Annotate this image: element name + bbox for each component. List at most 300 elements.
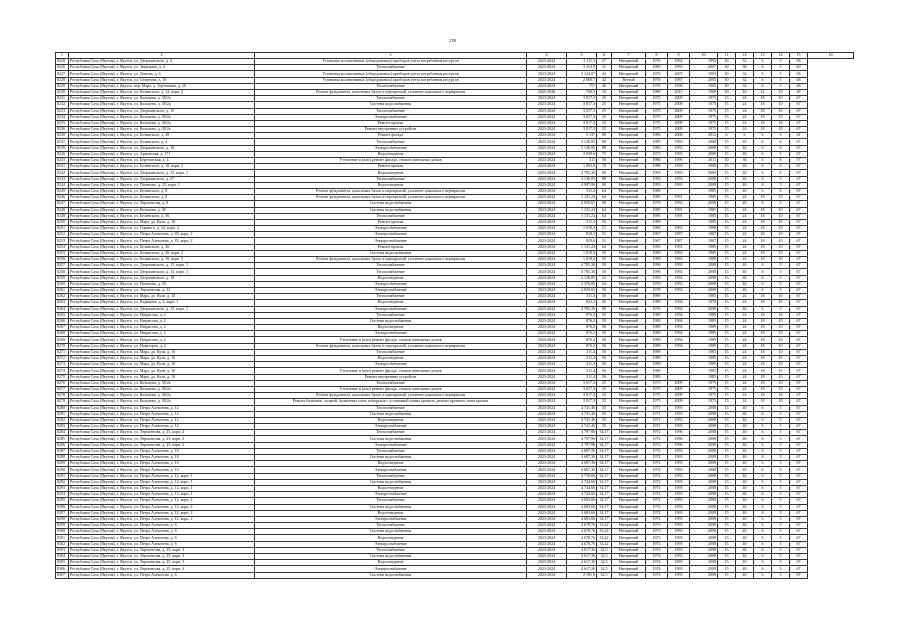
area-cell: 2 050,65 xyxy=(567,287,597,293)
address-cell: Республика Саха (Якутия), г. Якутск, ул. Кольцева, д. 38/2а xyxy=(69,114,255,120)
column-number-header-cell: 6 xyxy=(597,53,612,59)
material-cell: Негорючий xyxy=(612,89,646,95)
year-last-cell: 2008 xyxy=(690,176,718,182)
life-a-cell: 15 xyxy=(718,510,736,516)
life-a-cell: 15 xyxy=(718,461,736,467)
year-built-cell: 1972 xyxy=(646,430,668,436)
address-cell: Республика Саха (Якутия), г. Якутск, ул. Мара, дл. Кузи, д. 10 xyxy=(69,362,255,368)
year-repair-cell: 1993 xyxy=(668,461,690,467)
address-cell: Республика Саха (Якутия), г. Якутск, ул. Дзержинского, д. 27 xyxy=(69,176,255,182)
period-cell: 2023-2024 xyxy=(527,151,567,157)
work-type-cell: Система водоснабжения xyxy=(255,318,527,324)
period-cell: 2023-2024 xyxy=(527,442,567,448)
period-cell: 2023-2024 xyxy=(527,232,567,238)
row-id-cell: 8254 xyxy=(56,244,69,250)
area-cell: 4 683,66 xyxy=(567,516,597,522)
year-built-cell: 1980 xyxy=(646,89,668,95)
life-d-cell: 5 xyxy=(772,65,790,71)
life-b-cell: 40 xyxy=(736,263,754,269)
life-a-cell: 15 xyxy=(718,393,736,399)
life-d-cell: 6 xyxy=(772,133,790,139)
year-built-cell: 1969 xyxy=(646,226,668,232)
row-id-cell: 8262 xyxy=(56,294,69,300)
life-d-cell: 5 xyxy=(772,541,790,547)
wear-cell: 88 xyxy=(597,176,612,182)
life-c-cell: 6 xyxy=(754,572,772,578)
year-last-cell: 1975 xyxy=(690,120,718,126)
year-repair-cell: 2008 xyxy=(668,133,690,139)
life-e-cell: 67 xyxy=(790,164,808,170)
life-d-cell: 5 xyxy=(772,424,790,430)
life-a-cell: 15 xyxy=(718,195,736,201)
year-repair-cell: 1993 xyxy=(668,485,690,491)
life-a-cell: 15 xyxy=(718,436,736,442)
life-c-cell: 18 xyxy=(754,226,772,232)
life-a-cell: 15 xyxy=(718,164,736,170)
life-c-cell: 6 xyxy=(754,554,772,560)
life-a-cell: 15 xyxy=(718,368,736,374)
period-cell: 2023-2024 xyxy=(527,572,567,578)
year-last-cell: 2008 xyxy=(690,411,718,417)
life-a-cell: 15 xyxy=(718,485,736,491)
area-cell: 4 617,36 xyxy=(567,560,597,566)
year-built-cell: 1974 xyxy=(646,566,668,572)
life-c-cell: 18 xyxy=(754,337,772,343)
material-cell: Негорючий xyxy=(612,207,646,213)
address-cell: Республика Саха (Якутия), г. Якутск, ул. Некрасова, д. 2 xyxy=(69,325,255,331)
address-cell: Республика Саха (Якутия), г. Якутск, ул. Петра Алексеева, д. 83, корп. 2 xyxy=(69,232,255,238)
period-cell: 2023-2024 xyxy=(527,275,567,281)
material-cell: Негорючий xyxy=(612,547,646,553)
period-cell: 2023-2024 xyxy=(527,535,567,541)
work-type-cell: Система водоснабжения xyxy=(255,455,527,461)
life-d-cell: 5 xyxy=(772,479,790,485)
area-cell: 819,3 xyxy=(567,232,597,238)
life-b-cell: 32 xyxy=(736,77,754,83)
address-cell: Республика Саха (Якутия), г. Якутск, ул. Белинского, д. 36, корп. 2 xyxy=(69,250,255,256)
address-cell: Республика Саха (Якутия), г. Якутск, ул. Дзержинского, д. 15 xyxy=(69,108,255,114)
year-repair-cell: 1996 xyxy=(668,158,690,164)
year-built-cell: 1972 xyxy=(646,498,668,504)
year-last-cell: 1975 xyxy=(690,386,718,392)
work-type-cell: Электроснабжение xyxy=(255,442,527,448)
row-id-cell: 8293 xyxy=(56,485,69,491)
period-cell: 2023-2024 xyxy=(527,337,567,343)
year-last-cell: 2008 xyxy=(690,151,718,157)
column-number-header-cell: 14 xyxy=(772,53,790,59)
life-e-cell: 67 xyxy=(790,504,808,510)
life-c-cell: 18 xyxy=(754,343,772,349)
material-cell: Негорючий xyxy=(612,176,646,182)
area-cell: 2 111,3 xyxy=(567,59,597,65)
year-repair-cell: 1992 xyxy=(668,287,690,293)
life-a-cell: 15 xyxy=(718,516,736,522)
year-built-cell: 1989 xyxy=(646,349,668,355)
life-a-cell: 15 xyxy=(718,356,736,362)
wear-cell: 56 xyxy=(597,294,612,300)
area-cell: 4 678,76 xyxy=(567,523,597,529)
address-cell: Республика Саха (Якутия), г. Якутск, ул. Лермонтова, д. 22 xyxy=(69,287,255,293)
material-cell: Негорючий xyxy=(612,108,646,114)
address-cell: Республика Саха (Якутия), г. Якутск, ул. Лермонтова, д. 8 xyxy=(69,201,255,207)
row-id-cell: 8228 xyxy=(56,77,69,83)
period-cell: 2023-2024 xyxy=(527,393,567,399)
period-cell: 2023-2024 xyxy=(527,287,567,293)
work-type-cell: Утепление и (или) ремонт фасада, стыков панельных домов xyxy=(255,158,527,164)
work-type-cell: Водоотведение xyxy=(255,170,527,176)
area-cell: 4 744,66 xyxy=(567,492,597,498)
period-cell: 2023-2024 xyxy=(527,65,567,71)
material-cell: Негорючий xyxy=(612,151,646,157)
work-type-cell: Теплоснабжение xyxy=(255,405,527,411)
work-type-cell: Теплоснабжение xyxy=(255,176,527,182)
address-cell: Республика Саха (Якутия), г. Якутск, ул. Дзержинского, д. 18 xyxy=(69,275,255,281)
life-b-cell: 24 xyxy=(736,114,754,120)
wear-cell: 25 xyxy=(597,108,612,114)
row-id-cell: 8301 xyxy=(56,535,69,541)
year-built-cell: 1971 xyxy=(646,405,668,411)
life-b-cell: 24 xyxy=(736,244,754,250)
material-cell: Негорючий xyxy=(612,226,646,232)
life-e-cell: 67 xyxy=(790,467,808,473)
life-d-cell: 6 xyxy=(772,139,790,145)
material-cell: Негорючий xyxy=(612,263,646,269)
life-b-cell: 40 xyxy=(736,510,754,516)
life-b-cell: 40 xyxy=(736,201,754,207)
address-cell: Республика Саха (Якутия), г. Якутск, пер. Мара, д. Терешкина, д. 20 xyxy=(69,83,255,89)
life-e-cell: 67 xyxy=(790,343,808,349)
life-e-cell: 67 xyxy=(790,213,808,219)
period-cell: 2023-2024 xyxy=(527,176,567,182)
address-cell: Республика Саха (Якутия), г. Якутск, ул. Радищева, д. 4, корп. 1 xyxy=(69,300,255,306)
column-number-header-cell: 8 xyxy=(646,53,668,59)
column-number-header-cell: 7 xyxy=(612,53,646,59)
life-d-cell: 5 xyxy=(772,510,790,516)
life-c-cell: 18 xyxy=(754,257,772,263)
life-a-cell: 15 xyxy=(718,386,736,392)
year-repair-cell: 1994 xyxy=(668,337,690,343)
period-cell: 2023-2024 xyxy=(527,250,567,256)
row-id-cell: 8247 xyxy=(56,201,69,207)
address-cell: Республика Саха (Якутия), г. Якутск, ул. Лермонтова, д. 25, корп. 3 xyxy=(69,560,255,566)
year-built-cell: 1985 xyxy=(646,65,668,71)
year-repair-cell: 1992 xyxy=(668,269,690,275)
life-e-cell: 60 xyxy=(790,65,808,71)
address-cell: Республика Саха (Якутия), г. Якутск, ул. Потапова, д. 25 xyxy=(69,281,255,287)
period-cell: 2023-2024 xyxy=(527,77,567,83)
wear-cell: 25 xyxy=(597,127,612,133)
life-a-cell: 15 xyxy=(718,343,736,349)
life-e-cell: 67 xyxy=(790,250,808,256)
life-b-cell: 24 xyxy=(736,349,754,355)
area-cell: 3 414,9 xyxy=(567,65,597,71)
work-type-cell: Ремонт фундамента, цокольных балок и перекрытий, усиление цокольного перекрытия xyxy=(255,393,527,399)
period-cell: 2023-2024 xyxy=(527,485,567,491)
life-d-cell: 10 xyxy=(772,318,790,324)
year-last-cell: 2008 xyxy=(690,485,718,491)
area-cell: 1 131,24 xyxy=(567,244,597,250)
life-b-cell: 40 xyxy=(736,145,754,151)
row-id-cell: 8267 xyxy=(56,325,69,331)
work-type-cell: Водоотведение xyxy=(255,560,527,566)
life-b-cell: 40 xyxy=(736,504,754,510)
year-last-cell: 2008 xyxy=(690,405,718,411)
address-cell: Республика Саха (Якутия), г. Якутск, ул. Петра Алексеева, д. 12, корп. 1 xyxy=(69,485,255,491)
year-last-cell: 1985 xyxy=(690,374,718,380)
year-built-cell: 1989 xyxy=(646,337,668,343)
area-cell: 1 018,4 xyxy=(567,257,597,263)
work-type-cell: Ремонт кровли xyxy=(255,244,527,250)
page-number: 2ТВ xyxy=(448,38,457,43)
address-cell: Республика Саха (Якутия), г. Якутск, ул. Новаторов, д. 2 xyxy=(69,343,255,349)
life-d-cell: 6 xyxy=(772,164,790,170)
wear-cell: 32,5 xyxy=(597,566,612,572)
work-type-cell: Электроснабжение xyxy=(255,362,527,368)
row-id-cell: 8240 xyxy=(56,151,69,157)
work-type-cell: Электроснабжение xyxy=(255,145,527,151)
life-d-cell: 5 xyxy=(772,461,790,467)
row-id-cell: 8244 xyxy=(56,182,69,188)
life-d-cell: 5 xyxy=(772,281,790,287)
year-repair-cell: 1991 xyxy=(668,207,690,213)
life-b-cell: 24 xyxy=(736,127,754,133)
area-cell: 4 741,46 xyxy=(567,417,597,423)
material-cell: Негорючий xyxy=(612,485,646,491)
work-type-cell: Водоотведение xyxy=(255,417,527,423)
address-cell: Республика Саха (Якутия), г. Якутск, ул. Лермонтова, д. 23, корп. 2 xyxy=(69,430,255,436)
wear-cell: 34,17 xyxy=(597,448,612,454)
period-cell: 2023-2024 xyxy=(527,226,567,232)
address-cell: Республика Саха (Якутия), г. Якутск, ул. Дзержинского, д. 15, корп. 1 xyxy=(69,170,255,176)
year-last-cell: 1989 xyxy=(690,343,718,349)
life-d-cell: 10 xyxy=(772,108,790,114)
year-built-cell: 1972 xyxy=(646,516,668,522)
work-type-cell: Электроснабжение xyxy=(255,114,527,120)
life-c-cell: 6 xyxy=(754,473,772,479)
life-e-cell: 67 xyxy=(790,108,808,114)
life-b-cell: 40 xyxy=(736,151,754,157)
year-last-cell: 1985 xyxy=(690,188,718,194)
year-built-cell: 1989 xyxy=(646,300,668,306)
wear-cell: 34,17 xyxy=(597,510,612,516)
year-last-cell: 2008 xyxy=(690,448,718,454)
life-b-cell: 24 xyxy=(736,108,754,114)
address-cell: Республика Саха (Якутия), г. Якутск, ул. Кольцева, д. 38/2а xyxy=(69,393,255,399)
life-e-cell: 67 xyxy=(790,523,808,529)
life-c-cell: 6 xyxy=(754,467,772,473)
life-c-cell: 6 xyxy=(754,59,772,65)
life-d-cell: 5 xyxy=(772,547,790,553)
life-d-cell: 5 xyxy=(772,182,790,188)
wear-cell: 34,17 xyxy=(597,485,612,491)
period-cell: 2023-2024 xyxy=(527,504,567,510)
life-e-cell: 67 xyxy=(790,356,808,362)
year-last-cell: 1975 xyxy=(690,108,718,114)
row-id-cell: 8288 xyxy=(56,455,69,461)
life-a-cell: 15 xyxy=(718,127,736,133)
year-repair-cell: 1993 xyxy=(668,151,690,157)
life-c-cell: 18 xyxy=(754,380,772,386)
year-built-cell: 1985 xyxy=(646,195,668,201)
row-id-cell: 8226 xyxy=(56,65,69,71)
year-built-cell: 1975 xyxy=(646,102,668,108)
life-e-cell: 67 xyxy=(790,411,808,417)
work-type-cell: Теплоснабжение xyxy=(255,269,527,275)
year-built-cell: 1993 xyxy=(646,176,668,182)
year-repair-cell: 1992 xyxy=(668,306,690,312)
work-type-cell: Система водоснабжения xyxy=(255,201,527,207)
year-built-cell: 1986 xyxy=(646,164,668,170)
life-b-cell: 40 xyxy=(736,188,754,194)
work-type-cell: Теплоснабжение xyxy=(255,294,527,300)
year-repair-cell: 2009 xyxy=(668,96,690,102)
year-built-cell: 1975 xyxy=(646,127,668,133)
life-d-cell: 10 xyxy=(772,195,790,201)
address-cell: Республика Саха (Якутия), г. Якутск, ул. Некрасова, д. 2 xyxy=(69,312,255,318)
life-a-cell: 15 xyxy=(718,102,736,108)
life-c-cell: 6 xyxy=(754,306,772,312)
year-repair-cell: 1991 xyxy=(668,213,690,219)
life-b-cell: 24 xyxy=(736,207,754,213)
life-d-cell: 10 xyxy=(772,300,790,306)
material-cell: Негорючий xyxy=(612,430,646,436)
period-cell: 2023-2024 xyxy=(527,114,567,120)
life-d-cell: 10 xyxy=(772,250,790,256)
life-c-cell: 18 xyxy=(754,386,772,392)
year-repair-cell: 1993 xyxy=(668,529,690,535)
row-id-cell: 8237 xyxy=(56,139,69,145)
year-built-cell: 1972 xyxy=(646,442,668,448)
address-cell: Республика Саха (Якутия), г. Якутск, ул. Петра Алексеева, д. 12, корп. 1 xyxy=(69,473,255,479)
life-b-cell: 24 xyxy=(736,337,754,343)
row-id-cell: 8271 xyxy=(56,349,69,355)
year-built-cell: 1985 xyxy=(646,145,668,151)
period-cell: 2023-2024 xyxy=(527,213,567,219)
life-b-cell: 40 xyxy=(736,287,754,293)
life-d-cell: 10 xyxy=(772,380,790,386)
year-built-cell: 1972 xyxy=(646,479,668,485)
material-cell: Негорючий xyxy=(612,158,646,164)
life-e-cell: 67 xyxy=(790,219,808,225)
address-cell: Республика Саха (Якутия), г. Якутск, ул. Дзержинского, д. 18 xyxy=(69,145,255,151)
material-cell: Негорючий xyxy=(612,368,646,374)
year-last-cell: 2012 xyxy=(690,133,718,139)
area-cell: 876,2 xyxy=(567,318,597,324)
row-id-cell: 8243 xyxy=(56,176,69,182)
row-id-cell: 8269 xyxy=(56,337,69,343)
year-repair-cell: 1993 xyxy=(668,411,690,417)
year-repair-cell: 1993 xyxy=(668,65,690,71)
life-c-cell: 6 xyxy=(754,547,772,553)
address-cell: Республика Саха (Якутия), г. Якутск, ул. Лермонтова, д. 25, корп. 3 xyxy=(69,554,255,560)
year-repair-cell: 2007 xyxy=(668,71,690,77)
year-last-cell: 1965 xyxy=(690,83,718,89)
life-d-cell: 5 xyxy=(772,176,790,182)
row-id-cell: 8286 xyxy=(56,442,69,448)
life-e-cell: 67 xyxy=(790,442,808,448)
area-cell: 4 683,66 xyxy=(567,504,597,510)
life-a-cell: 15 xyxy=(718,275,736,281)
period-cell: 2023-2024 xyxy=(527,547,567,553)
material-cell: Негорючий xyxy=(612,560,646,566)
life-a-cell: 15 xyxy=(718,232,736,238)
work-type-cell: Теплоснабжение xyxy=(255,263,527,269)
life-d-cell: 8 xyxy=(772,158,790,164)
area-cell: 1 131,24 xyxy=(567,195,597,201)
year-last-cell: 1967 xyxy=(690,232,718,238)
life-b-cell: 36 xyxy=(736,158,754,164)
life-e-cell: 67 xyxy=(790,318,808,324)
life-c-cell: 6 xyxy=(754,436,772,442)
work-type-cell: Ремонт кровли xyxy=(255,164,527,170)
life-e-cell: 67 xyxy=(790,331,808,337)
year-repair-cell: 1992 xyxy=(668,201,690,207)
year-built-cell: 1967 xyxy=(646,232,668,238)
address-cell: Республика Саха (Якутия), г. Якутск, ул. Петра Алексеева, д. 12, корп. 2 xyxy=(69,498,255,504)
life-d-cell: 6 xyxy=(772,188,790,194)
year-built-cell: 1974 xyxy=(646,547,668,553)
year-last-cell: 2008 xyxy=(690,442,718,448)
address-cell: Республика Саха (Якутия), г. Якутск, ул. Дзержинского, д. 15, корп. 1 xyxy=(69,306,255,312)
year-last-cell: 2008 xyxy=(690,145,718,151)
wear-cell: 34,17 xyxy=(597,430,612,436)
period-cell: 2023-2024 xyxy=(527,108,567,114)
material-cell: Негорючий xyxy=(612,238,646,244)
address-cell: Республика Саха (Якутия), г. Якутск, ул. Мара, дл. Кузи, д. 10 xyxy=(69,356,255,362)
life-d-cell: 5 xyxy=(772,83,790,89)
year-built-cell: 1979 xyxy=(646,281,668,287)
wear-cell: 16 xyxy=(597,89,612,95)
life-c-cell: 6 xyxy=(754,461,772,467)
life-b-cell: 24 xyxy=(736,325,754,331)
year-built-cell: 1996 xyxy=(646,263,668,269)
address-cell: Республика Саха (Якутия), г. Якутск, ул. Петра Алексеева, д. 10 xyxy=(69,461,255,467)
life-d-cell: 5 xyxy=(772,467,790,473)
area-cell: 4 741,46 xyxy=(567,411,597,417)
year-built-cell: 1989 xyxy=(646,362,668,368)
year-built-cell: 1989 xyxy=(646,356,668,362)
row-id-cell: 8296 xyxy=(56,504,69,510)
period-cell: 2023-2024 xyxy=(527,411,567,417)
life-c-cell: 18 xyxy=(754,127,772,133)
address-cell: Республика Саха (Якутия), г. Якутск, ул. Белинского, д. 36 xyxy=(69,213,255,219)
wear-cell: 34,17 xyxy=(597,516,612,522)
work-type-cell: Ремонт балконов, лоджий, балконных плит, козырьков с установкой новых кровель, ремонт кровного ската крыши xyxy=(255,399,527,405)
material-cell: Негорючий xyxy=(612,467,646,473)
capital-repair-register-table xyxy=(55,52,854,579)
area-cell: 2 050,65 xyxy=(567,201,597,207)
year-repair-cell: 1994 xyxy=(668,343,690,349)
life-c-cell: 18 xyxy=(754,331,772,337)
area-cell: 4 683,66 xyxy=(567,498,597,504)
life-e-cell: 67 xyxy=(790,294,808,300)
year-repair-cell: 1993 xyxy=(668,572,690,578)
year-built-cell: 1973 xyxy=(646,541,668,547)
life-e-cell: 67 xyxy=(790,127,808,133)
life-c-cell: 12 xyxy=(754,89,772,95)
life-a-cell: 15 xyxy=(718,108,736,114)
area-cell: 311,4 xyxy=(567,349,597,355)
work-type-cell: Ремонт внутренних устройств xyxy=(255,127,527,133)
address-cell: Республика Саха (Якутия), г. Якутск, ул. Лермонтова, д. 25, корп. 3 xyxy=(69,566,255,572)
address-cell: Республика Саха (Якутия), г. Якутск, ул. Мара, дл. Кузи, д. 10 xyxy=(69,294,255,300)
life-a-cell: 15 xyxy=(718,566,736,572)
life-b-cell: 40 xyxy=(736,541,754,547)
life-b-cell: 40 xyxy=(736,529,754,535)
period-cell: 2023-2024 xyxy=(527,294,567,300)
year-repair-cell: 2015 xyxy=(668,89,690,95)
row-id-cell: 8278 xyxy=(56,393,69,399)
